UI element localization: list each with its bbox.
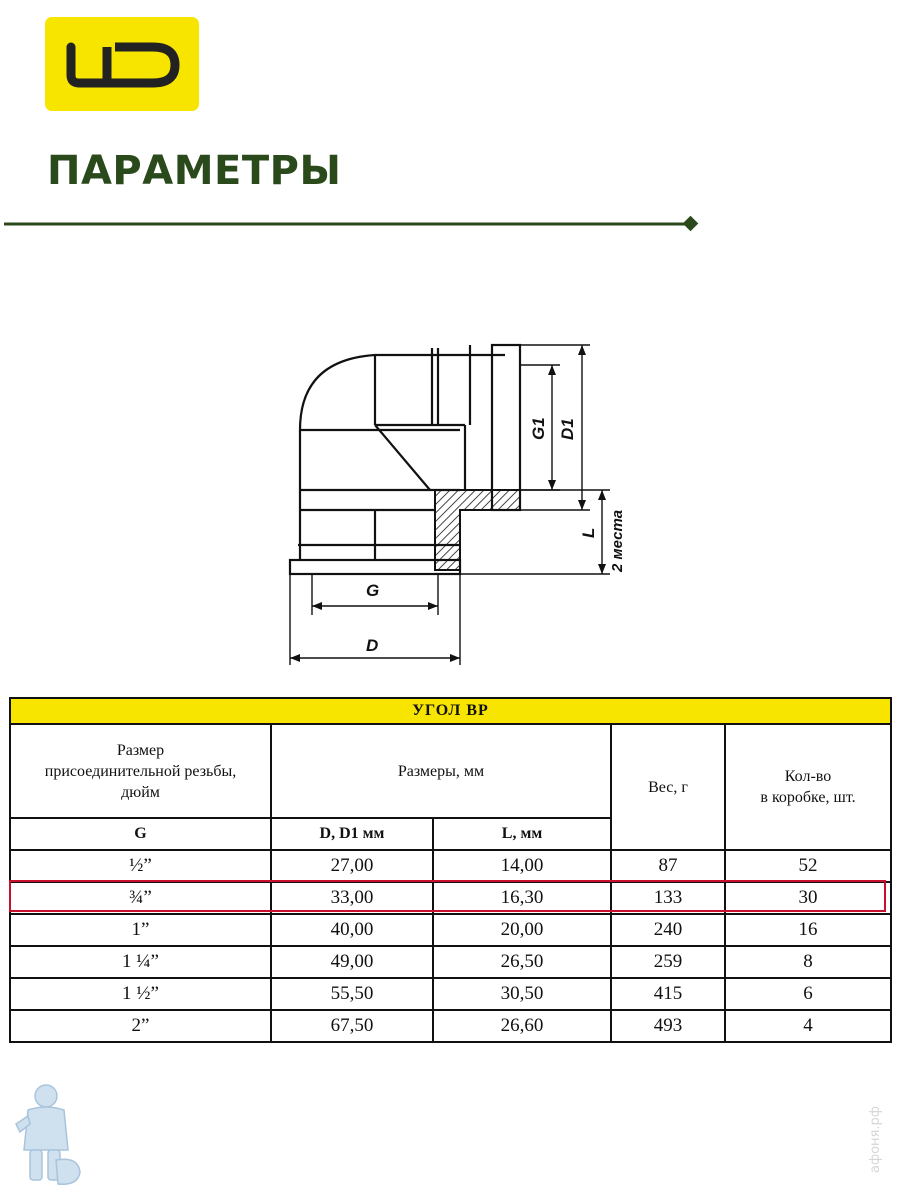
label-places: 2 места (609, 509, 626, 572)
cell-weight: 133 (611, 882, 725, 914)
cell-qty: 6 (725, 978, 891, 1010)
cell-d: 55,50 (271, 978, 433, 1010)
cell-g: ½” (10, 850, 271, 882)
cell-l: 30,50 (433, 978, 611, 1010)
brand-logo (45, 17, 199, 111)
page-title: ПАРАМЕТРЫ (47, 148, 342, 194)
cell-qty: 16 (725, 914, 891, 946)
header-qty-line1: Кол-во (784, 768, 832, 785)
cell-l: 14,00 (433, 850, 611, 882)
cell-g: 1 ¼” (10, 946, 271, 978)
label-d: D (366, 636, 379, 655)
cell-d: 40,00 (271, 914, 433, 946)
site-watermark: афоня.рф (868, 1106, 883, 1174)
label-g1: G1 (529, 417, 548, 440)
cell-d: 67,50 (271, 1010, 433, 1042)
header-weight: Вес, г (611, 724, 725, 850)
cell-g: 2” (10, 1010, 271, 1042)
cell-g: 1” (10, 914, 271, 946)
table-row (10, 850, 891, 882)
header-size-line1: Размер (116, 741, 165, 759)
header-g: G (10, 818, 271, 850)
elbow-technical-drawing (270, 330, 670, 675)
header-size-line2: присоединительной резьбы, (44, 762, 237, 780)
cell-weight: 240 (611, 914, 725, 946)
label-d1: D1 (558, 418, 577, 440)
cell-weight: 493 (611, 1010, 725, 1042)
title-divider (0, 214, 700, 234)
cell-weight: 87 (611, 850, 725, 882)
ld-logo-icon (45, 17, 199, 111)
header-qty-line2: в коробке, шт. (760, 789, 856, 806)
cell-l: 26,60 (433, 1010, 611, 1042)
cell-d: 49,00 (271, 946, 433, 978)
label-l: L (579, 527, 598, 538)
table-row (10, 946, 891, 978)
cell-l: 16,30 (433, 882, 611, 914)
cell-l: 26,50 (433, 946, 611, 978)
spec-table (9, 697, 892, 1043)
header-qty (725, 724, 891, 850)
cell-weight: 415 (611, 978, 725, 1010)
cell-d: 33,00 (271, 882, 433, 914)
plumber-mascot-icon (6, 1080, 86, 1190)
header-size (10, 724, 271, 818)
cell-qty: 8 (725, 946, 891, 978)
cell-g: 1 ½” (10, 978, 271, 1010)
cell-qty: 30 (725, 882, 891, 914)
cell-weight: 259 (611, 946, 725, 978)
cell-qty: 52 (725, 850, 891, 882)
table-row (10, 978, 891, 1010)
header-d-d1: D, D1 мм (271, 818, 433, 850)
header-dimensions: Размеры, мм (271, 724, 611, 818)
header-l: L, мм (433, 818, 611, 850)
table-row (10, 1010, 891, 1042)
cell-d: 27,00 (271, 850, 433, 882)
table-row (10, 914, 891, 946)
table-banner: УГОЛ ВР (10, 698, 891, 724)
header-size-line3: дюйм (121, 783, 160, 801)
label-g: G (366, 581, 380, 600)
cell-l: 20,00 (433, 914, 611, 946)
cell-qty: 4 (725, 1010, 891, 1042)
cell-g: ¾” (10, 882, 271, 914)
table-row (10, 882, 891, 914)
